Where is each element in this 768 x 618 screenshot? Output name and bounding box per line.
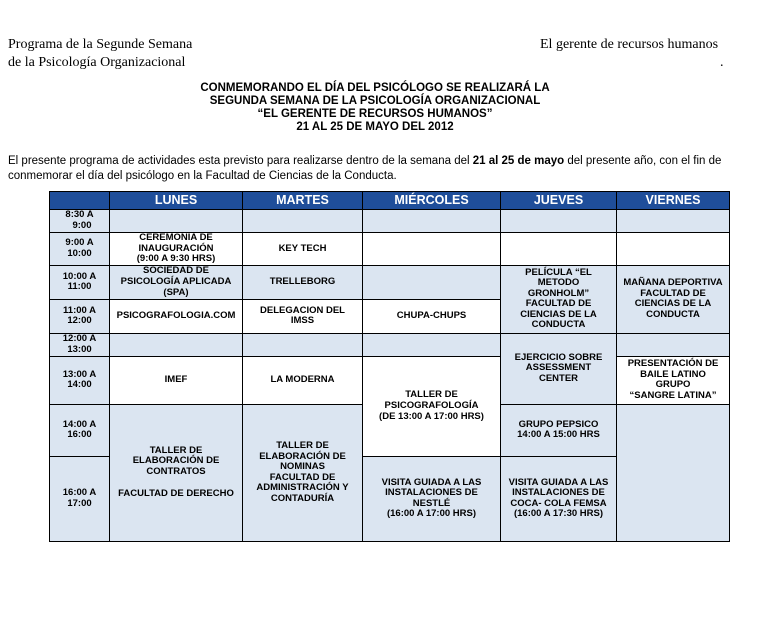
intro-text-end: del presente año, con el fin de conmemorar el día del psicólogo en la Facultad de Ciencias de la Conducta. [8, 155, 722, 182]
event-taller-contratos: TALLER DE ELABORACIÓN DE CONTRATOS FACULTAD DE DERECHO [110, 404, 243, 541]
time-cell: 11:00 A 12:00 [50, 299, 110, 333]
empty-cell [617, 404, 730, 541]
headline-line: “EL GERENTE DE RECURSOS HUMANOS” [257, 108, 493, 120]
event-keytech: KEY TECH [243, 233, 363, 266]
headline-line: 21 AL 25 DE MAYO DEL 2012 [296, 121, 454, 133]
table-row [50, 265, 730, 299]
event-chupa-chups: CHUPA-CHUPS [363, 299, 501, 333]
table-row [50, 356, 730, 404]
header-right-line1: El gerente de recursos humanos [540, 37, 719, 52]
time-cell: 16:00 A 17:00 [50, 456, 110, 541]
intro-dates: 21 al 25 de mayo [472, 155, 565, 167]
event-la-moderna: LA MODERNA [243, 356, 363, 404]
event-pelicula: PELÍCULA “EL METODO GRONHOLM” FACULTAD DE CIENCIAS DE LA CONDUCTA [501, 265, 617, 333]
empty-cell [363, 233, 501, 266]
event-taller-psicografologia: TALLER DE PSICOGRAFOLOGÍA (DE 13:00 A 17:00 HRS) [363, 356, 501, 456]
event-trelleborg: TRELLEBORG [243, 265, 363, 299]
event-ceremonia: CEREMONIA DE INAUGURACIÓN (9:00 A 9:30 HRS) [110, 233, 243, 266]
headline-line: CONMEMORANDO EL DÍA DEL PSICÓLOGO SE REALIZARÁ LA [200, 82, 550, 94]
empty-cell [501, 210, 617, 233]
intro-text: El presente programa de actividades esta previsto para realizarse dentro de la semana del [8, 155, 473, 167]
event-pepsico: GRUPO PEPSICO 14:00 A 15:00 HRS [501, 404, 617, 456]
event-visita-femsa: VISITA GUIADA A LAS INSTALACIONES DE COCA- COLA FEMSA (16:00 A 17:30 HRS) [501, 456, 617, 541]
event-visita-nestle: VISITA GUIADA A LAS INSTALACIONES DE NESTLÉ (16:00 A 17:00 HRS) [363, 456, 501, 541]
time-cell: 10:00 A 11:00 [50, 265, 110, 299]
day-header: VIERNES [617, 192, 730, 210]
event-manana-deportiva: MAÑANA DEPORTIVA FACULTAD DE CIENCIAS DE LA CONDUCTA [617, 265, 730, 333]
intro-paragraph [8, 154, 760, 184]
time-cell: 12:00 A 13:00 [50, 333, 110, 356]
event-taller-nominas: TALLER DE ELABORACIÓN DE NOMINAS FACULTAD DE ADMINISTRACIÓN Y CONTADURÍA [243, 404, 363, 541]
empty-cell [243, 210, 363, 233]
headline-line: SEGUNDA SEMANA DE LA PSICOLOGÍA ORGANIZACIONAL [209, 95, 541, 107]
empty-cell [501, 233, 617, 266]
empty-cell [243, 333, 363, 356]
time-cell: 13:00 A 14:00 [50, 356, 110, 404]
schedule-table [49, 191, 730, 542]
table-row [50, 210, 730, 233]
event-imef: IMEF [110, 356, 243, 404]
header-left-line2: de la Psicología Organizacional [8, 55, 186, 70]
day-header: LUNES [110, 192, 243, 210]
empty-cell [363, 265, 501, 299]
headline [150, 82, 600, 134]
time-cell: 8:30 A 9:00 [50, 210, 110, 233]
event-imss: DELEGACION DEL IMSS [243, 299, 363, 333]
empty-cell [363, 210, 501, 233]
empty-cell [617, 333, 730, 356]
empty-cell [617, 210, 730, 233]
corner-cell [50, 192, 110, 210]
table-row [50, 333, 730, 356]
time-cell: 14:00 A 16:00 [50, 404, 110, 456]
event-ejercicio: EJERCICIO SOBRE ASSESSMENT CENTER [501, 333, 617, 404]
event-baile-latino: PRESENTACIÓN DE BAILE LATINO GRUPO “SANGRE LATINA” [617, 356, 730, 404]
header-left-line1: Programa de la Segunde Semana [8, 37, 193, 52]
day-header: MIÉRCOLES [363, 192, 501, 210]
empty-cell [363, 333, 501, 356]
table-header-row [50, 192, 730, 210]
table-row [50, 233, 730, 266]
header-right-dot: . [720, 55, 724, 70]
event-psicografologia: PSICOGRAFOLOGIA.COM [110, 299, 243, 333]
empty-cell [617, 233, 730, 266]
day-header: JUEVES [501, 192, 617, 210]
day-header: MARTES [243, 192, 363, 210]
time-cell: 9:00 A 10:00 [50, 233, 110, 266]
event-sociedad: SOCIEDAD DE PSICOLOGÍA APLICADA (SPA) [110, 265, 243, 299]
empty-cell [110, 210, 243, 233]
empty-cell [110, 333, 243, 356]
